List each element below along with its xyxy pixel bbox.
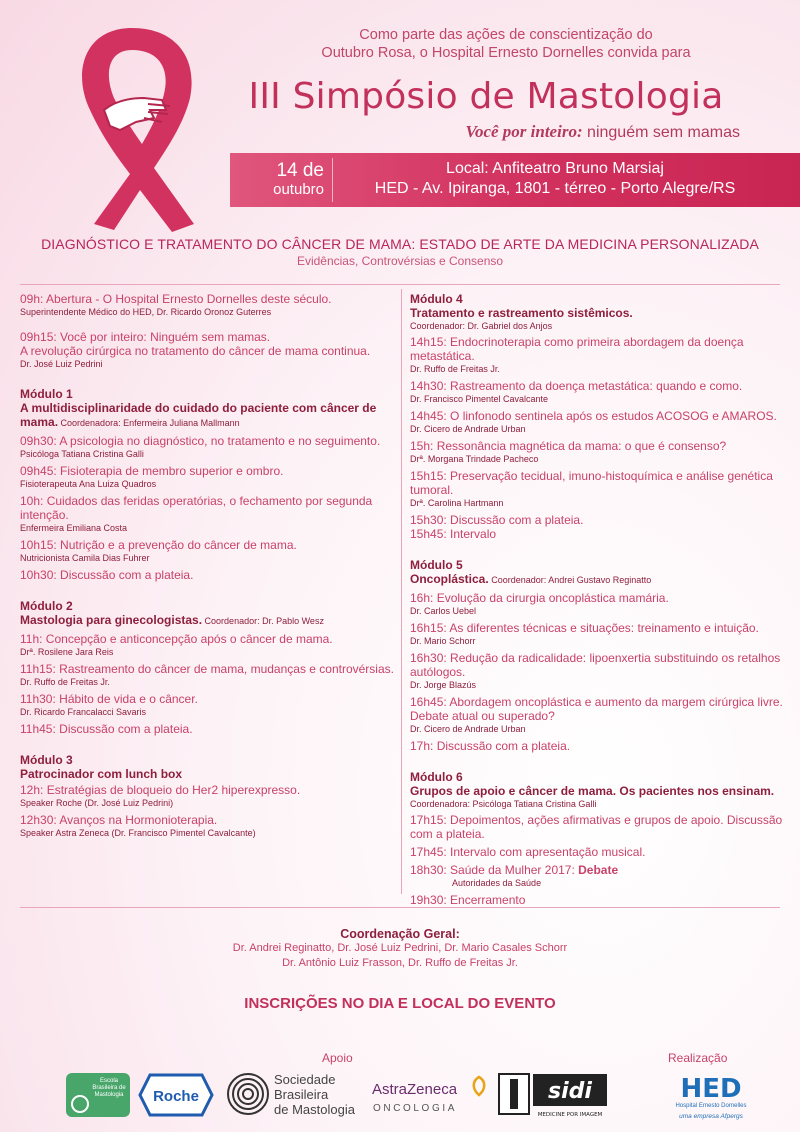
schedule-item — [20, 434, 400, 460]
astrazeneca-logo — [372, 1071, 490, 1121]
module-label: Módulo 4 — [410, 292, 463, 306]
item-text: 15h30: Discussão com a plateia. — [410, 513, 584, 527]
schedule-item — [20, 292, 400, 318]
registration-note: INSCRIÇÕES NO DIA E LOCAL DO EVENTO — [244, 995, 556, 1012]
item-speaker: Dr. Jorge Blazús — [410, 680, 477, 690]
sidi-logo-text: sidi — [548, 1079, 592, 1104]
item-speaker: Dr. José Luiz Pedrini — [20, 359, 103, 369]
item-speaker: Psicóloga Tatiana Cristina Galli — [20, 449, 144, 459]
item-speaker: Speaker Astra Zeneca (Dr. Francisco Pimentel Cavalcante) — [20, 828, 256, 838]
debate-label: Debate — [578, 863, 619, 877]
item-speaker: Drª. Morgana Trindade Pacheco — [410, 454, 539, 464]
module-label: Módulo 1 — [20, 387, 73, 401]
hed-tagline: uma empresa Afpergs — [679, 1113, 743, 1120]
schedule-item — [410, 591, 790, 617]
schedule-item — [20, 813, 400, 839]
item-speaker: Dr. Carlos Uebel — [410, 606, 477, 616]
column-divider — [401, 289, 402, 894]
support-label: Apoio — [322, 1051, 353, 1065]
item-text: 17h45: Intervalo com apresentação musical. — [410, 845, 646, 859]
location-line-1: Local: Anfiteatro Bruno Marsiaj — [446, 160, 664, 177]
item-text: 10h15: Nutrição e a prevenção do câncer de mama. — [20, 538, 297, 552]
sbm-line-1: Sociedade — [274, 1072, 336, 1087]
schedule-item — [410, 845, 790, 859]
schedule-item — [410, 379, 790, 405]
theme-subtitle: Evidências, Controvérsias e Consenso — [296, 254, 504, 268]
intro-text — [266, 26, 746, 62]
item-text: 16h: Evolução da cirurgia oncoplástica mamária. — [410, 591, 669, 605]
coordination-title: Coordenação Geral: — [340, 927, 460, 941]
item-speaker: Dr. Francisco Pimentel Cavalcante — [410, 394, 549, 404]
organizer-label: Realização — [668, 1051, 728, 1065]
module-coordinator: Coordenadora: Enfermeira Juliana Mallmann — [58, 418, 240, 428]
item-text: 11h: Concepção e anticoncepção após o câncer de mama. — [20, 632, 333, 646]
module-coordinator: Coordenadora: Psicóloga Tatiana Cristina Galli — [410, 799, 597, 809]
sbm-line-2: Brasileira — [274, 1087, 329, 1102]
item-speaker: Speaker Roche (Dr. José Luiz Pedrini) — [20, 798, 174, 808]
oncologia-label: ONCOLOGIA — [373, 1103, 457, 1114]
module-title: Grupos de apoio e câncer de mama. Os pacientes nos ensinam. — [410, 784, 775, 798]
theme-title: DIAGNÓSTICO E TRATAMENTO DO CÂNCER DE MAMA: ESTADO DE ARTE DA MEDICINA PERSONALIZADA — [41, 236, 759, 252]
sbm-logo-text — [274, 1072, 355, 1117]
module-5 — [410, 558, 790, 753]
schedule-item — [410, 739, 790, 753]
general-coordination — [0, 927, 800, 971]
band-divider — [332, 158, 333, 202]
item-text: 11h45: Discussão com a plateia. — [20, 722, 193, 736]
schedule-item — [20, 662, 400, 688]
bottom-divider — [20, 907, 780, 908]
item-speaker: Drª. Carolina Hartmann — [410, 498, 504, 508]
schedule-item — [20, 538, 400, 564]
schedule-item — [20, 494, 400, 534]
spiral-icon — [226, 1072, 270, 1116]
item-speaker: Dr. Cicero de Andrade Urban — [410, 424, 526, 434]
ribbon-circle-icon — [71, 1095, 89, 1113]
schedule-item — [20, 330, 400, 370]
hed-logo-text: HED — [680, 1074, 742, 1104]
module-6 — [410, 770, 790, 907]
module-coordinator: Coordenador: Andrei Gustavo Reginatto — [488, 575, 652, 585]
item-speaker: Dr. Ruffo de Freitas Jr. — [20, 677, 110, 687]
item-speaker: Nutricionista Camila Dias Fuhrer — [20, 553, 150, 563]
sbm-logo — [226, 1070, 370, 1122]
item-speaker: Drª. Rosilene Jara Reis — [20, 647, 114, 657]
hed-logo — [666, 1071, 756, 1123]
module-2 — [20, 599, 400, 736]
module-title — [20, 401, 400, 430]
item-speaker: Fisioterapeuta Ana Luiza Quadros — [20, 479, 157, 489]
item-text: 15h: Ressonância magnética da mama: o que é consenso? — [410, 439, 727, 453]
schedule-item — [410, 409, 790, 435]
module-coordinator: Coordenador: Dr. Gabriel dos Anjos — [410, 321, 553, 331]
item-speaker: Autoridades da Saúde — [452, 878, 542, 888]
pink-ribbon-icon — [44, 18, 220, 233]
schedule-item — [410, 439, 790, 465]
event-date — [244, 160, 324, 199]
date-day: 14 de — [276, 160, 324, 181]
item-text: 14h15: Endocrinoterapia como primeira abordagem da doença metastática. — [410, 335, 744, 363]
schedule-item-debate — [410, 863, 790, 889]
roche-logo-text: Roche — [153, 1088, 199, 1105]
item-text: 17h: Discussão com a plateia. — [410, 739, 571, 753]
module-label: Módulo 5 — [410, 558, 463, 572]
item-text: 10h30: Discussão com a plateia. — [20, 568, 194, 582]
astrazeneca-name: AstraZeneca — [372, 1081, 458, 1098]
item-speaker: Dr. Ruffo de Freitas Jr. — [410, 364, 500, 374]
module-title-text: Mastologia para ginecologistas. — [20, 613, 203, 627]
sidi-logo — [498, 1071, 610, 1123]
schedule-item — [410, 621, 790, 647]
item-text: 19h30: Encerramento — [410, 893, 526, 907]
sbm-line-3: de Mastologia — [274, 1102, 355, 1117]
item-speaker: Dr. Mario Schorr — [410, 636, 476, 646]
debate-text: 18h30: Saúde da Mulher 2017: — [410, 863, 579, 877]
schedule-item — [410, 335, 790, 375]
coordination-names-line-2: Dr. Antônio Luiz Frasson, Dr. Ruffo de Freitas Jr. — [282, 957, 518, 969]
item-speaker: Enfermeira Emiliana Costa — [20, 523, 128, 533]
schedule-item — [410, 513, 790, 527]
event-title: III Simpósio de Mastologia — [248, 76, 724, 117]
coordination-names-line-1: Dr. Andrei Reginatto, Dr. José Luiz Pedrini, Dr. Mario Casales Schorr — [232, 942, 568, 954]
schedule-item — [20, 692, 400, 718]
item-text: 15h15: Preservação tecidual, imuno-histoquímica e análise genética tumoral. — [410, 469, 773, 497]
schedule-item — [20, 568, 400, 582]
top-divider — [20, 284, 780, 285]
item-speaker: Dr. Ricardo Francalacci Savaris — [20, 707, 147, 717]
event-location — [345, 159, 765, 199]
intro-line-2: Outubro Rosa, o Hospital Ernesto Dornelles convida para — [321, 45, 691, 61]
item-text: 12h: Estratégias de bloqueio do Her2 hiperexpresso. — [20, 783, 301, 797]
module-label: Módulo 6 — [410, 770, 463, 784]
module-4 — [410, 292, 790, 541]
intro-line-1: Como parte das ações de conscientização do — [359, 27, 653, 43]
item-text: 09h30: A psicologia no diagnóstico, no tratamento e no seguimento. — [20, 434, 381, 448]
hed-subtitle: Hospital Ernesto Dornelles — [675, 1103, 747, 1109]
module-label: Módulo 2 — [20, 599, 73, 613]
item-text: 09h45: Fisioterapia de membro superior e ombro. — [20, 464, 284, 478]
subtitle-emphasis: Você por inteiro: — [465, 122, 583, 141]
program-right-column — [410, 292, 790, 915]
schedule-item — [20, 783, 400, 809]
schedule-item — [410, 527, 790, 541]
module-title — [410, 572, 790, 587]
subtitle-rest: ninguém sem mamas — [582, 124, 740, 141]
program-left-column — [20, 292, 400, 847]
item-text: 16h30: Redução da radicalidade: lipoenxertia substituindo os retalhos autólogos. — [410, 651, 781, 679]
item-text: 09h15: Você por inteiro: Ninguém sem mamas. A revolução cirúrgica no tratamento do câncer de mama continua. — [20, 330, 371, 358]
item-text: 14h45: O linfonodo sentinela após os estudos ACOSOG e AMAROS. — [410, 409, 777, 423]
module-1 — [20, 387, 400, 582]
item-text: 11h15: Rastreamento do câncer de mama, mudanças e controvérsias. — [20, 662, 394, 676]
astrazeneca-swirl-icon — [470, 1075, 488, 1097]
module-title: Tratamento e rastreamento sistêmicos. — [410, 306, 633, 320]
escola-mastologia-logo — [66, 1073, 130, 1117]
module-title-text: A multidisciplinaridade do cuidado do paciente com câncer de mama. — [20, 401, 377, 429]
item-text: 16h45: Abordagem oncoplástica e aumento da margem cirúrgica livre. Debate atual ou superado? — [410, 695, 783, 723]
module-title-text: Oncoplástica. — [410, 572, 489, 586]
item-speaker: Superintendente Médico do HED, Dr. Ricardo Oronoz Guterres — [20, 307, 272, 317]
location-line-2: HED - Av. Ipiranga, 1801 - térreo - Porto Alegre/RS — [374, 180, 736, 197]
item-text: 14h30: Rastreamento da doença metastática: quando e como. — [410, 379, 743, 393]
date-month: outubro — [273, 181, 324, 198]
logo-text: Escola Brasileira de Mastologia — [92, 1078, 126, 1098]
item-text: 11h30: Hábito de vida e o câncer. — [20, 692, 198, 706]
item-speaker: Dr. Cicero de Andrade Urban — [410, 724, 526, 734]
item-text — [410, 863, 790, 877]
schedule-item — [410, 695, 790, 735]
item-text: 09h: Abertura - O Hospital Ernesto Dornelles deste século. — [20, 292, 332, 306]
theme-heading — [0, 236, 800, 268]
module-coordinator: Coordenador: Dr. Pablo Wesz — [202, 616, 324, 626]
module-3 — [20, 753, 400, 839]
schedule-item-closing — [410, 893, 790, 907]
item-text: 16h15: As diferentes técnicas e situações: treinamento e intuição. — [410, 621, 759, 635]
roche-logo — [138, 1073, 214, 1117]
item-text: 17h15: Depoimentos, ações afirmativas e grupos de apoio. Discussão com a plateia. — [410, 813, 783, 841]
sidi-subtitle: MEDICINE POR IMAGEM — [537, 1112, 603, 1118]
schedule-item — [20, 722, 400, 736]
schedule-item — [410, 813, 790, 841]
item-text: 12h30: Avanços na Hormonioterapia. — [20, 813, 218, 827]
schedule-item — [20, 464, 400, 490]
module-title — [20, 613, 400, 628]
schedule-item — [410, 651, 790, 691]
module-label: Módulo 3 — [20, 753, 73, 767]
schedule-item — [20, 632, 400, 658]
module-title: Patrocinador com lunch box — [20, 767, 183, 781]
item-text: 15h45: Intervalo — [410, 527, 497, 541]
item-text: 10h: Cuidados das feridas operatórias, o fechamento por segunda intenção. — [20, 494, 373, 522]
schedule-item — [410, 469, 790, 509]
event-subtitle — [360, 122, 740, 142]
